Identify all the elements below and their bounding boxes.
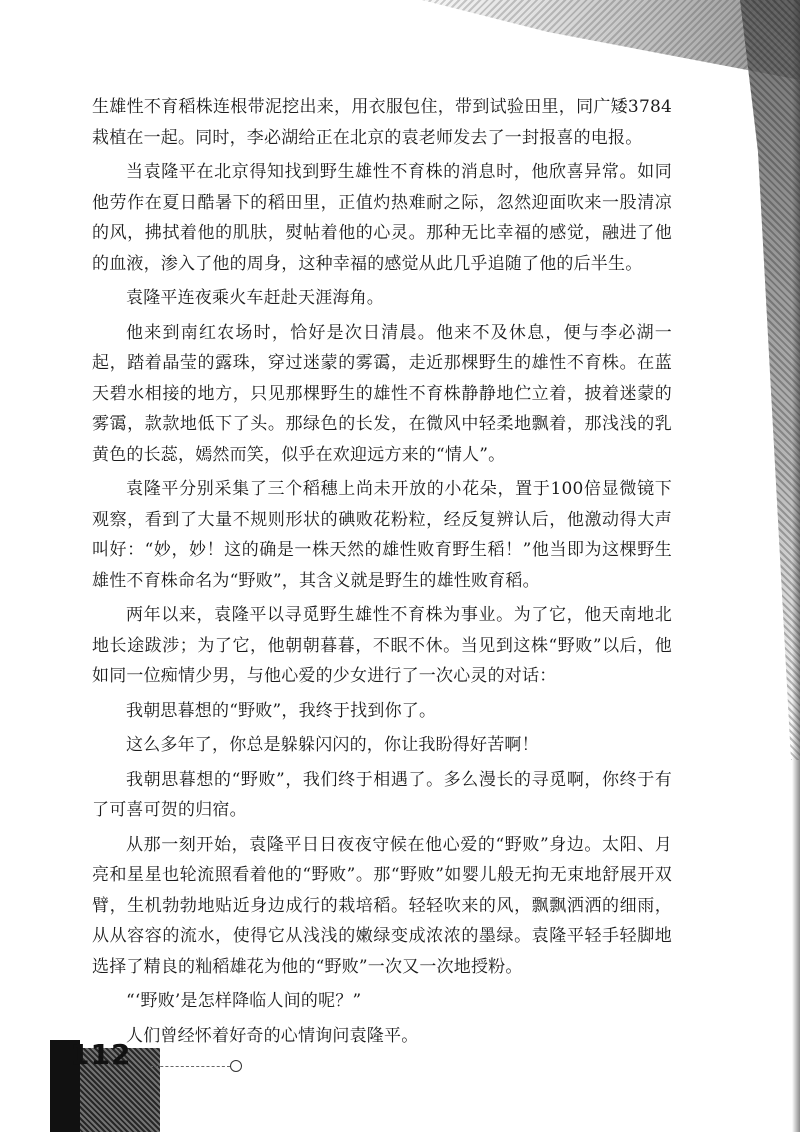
- page-edge: [792, 0, 800, 1132]
- scan-edge-shadow: [740, 0, 800, 760]
- paragraph: 从那一刻开始，袁隆平日日夜夜守候在他心爱的“野败”身边。太阳、月亮和星星也轮流照看着他的“野败”。那“野败”如婴儿般无拘无束地舒展开双臂，生机勃勃地贴近身边成行的栽培稻。轻轻吹来的风，飘飘洒洒的细雨，从从容容的流水，使得它从浅浅的嫩绿变成浓浓的墨绿。袁隆平轻手轻脚地选择了精良的籼稻雄花为他的“野败”一次又一次地授粉。: [92, 834, 672, 977]
- page-number: 112: [70, 1038, 132, 1071]
- paragraph: 人们曾经怀着好奇的心情询问袁隆平。: [126, 1025, 419, 1046]
- paragraph: 当袁隆平在北京得知找到野生雄性不育株的消息时，他欣喜异常。如同他劳作在夏日酷暑下的稻田里，正值灼热难耐之际，忽然迎面吹来一股清凉的风，拂拭着他的肌肤，熨帖着他的心灵。那种无比幸福的感觉，融进了他的血液，渗入了他的周身，这种幸福的感觉从此几乎追随了他的后半生。: [92, 162, 672, 274]
- paragraph: 我朝思暮想的“野败”，我终于找到你了。: [126, 700, 437, 721]
- page-number-rule: [150, 1066, 230, 1067]
- paragraph: 这么多年了，你总是躲躲闪闪的，你让我盼得好苦啊！: [126, 735, 539, 755]
- paragraph: 生雄性不育稻株连根带泥挖出来，用衣服包住，带到试验田里，同广矮3784栽植在一起。同时，李必湖给正在北京的袁老师发去了一封报喜的电报。: [92, 97, 672, 148]
- page-number-circle-icon: [230, 1060, 242, 1072]
- paragraph: 袁隆平连夜乘火车赶赴天涯海角。: [126, 288, 384, 308]
- paragraph: 两年以来，袁隆平以寻觅野生雄性不育株为事业。为了它，他天南地北地长途跋涉；为了它，他朝朝暮暮，不眠不休。当见到这株“野败”以后，他如同一位痴情少男，与他心爱的少女进行了一次心灵的对话：: [92, 605, 672, 686]
- paragraph: 他来到南红农场时，恰好是次日清晨。他来不及休息，便与李必湖一起，踏着晶莹的露珠，穿过迷蒙的雾霭，走近那棵野生的雄性不育株。在蓝天碧水相接的地方，只见那棵野生的雄性不育株静静地伫立着，披着迷蒙的雾霭，款款地低下了头。那绿色的长发，在微风中轻柔地飘着，那浅浅的乳黄色的长蕊，嫣然而笑，似乎在欢迎远方来的“情人”。: [92, 322, 672, 465]
- paragraph: 袁隆平分别采集了三个稻穗上尚未开放的小花朵，置于100倍显微镜下观察，看到了大量不规则形状的碘败花粉粒，经反复辨认后，他激动得大声叫好：“妙，妙！这的确是一株天然的雄性败育野生稻！”他当即为这棵野生雄性不育株命名为“野败”，其含义就是野生的雄性败育稻。: [92, 479, 672, 591]
- body-text: [92, 92, 672, 1055]
- paragraph: 我朝思暮想的“野败”，我们终于相遇了。多么漫长的寻觅啊，你终于有了可喜可贺的归宿。: [92, 769, 672, 820]
- scan-corner-shadow: [380, 0, 800, 80]
- paragraph: “‘野败’是怎样降临人间的呢？”: [126, 991, 362, 1011]
